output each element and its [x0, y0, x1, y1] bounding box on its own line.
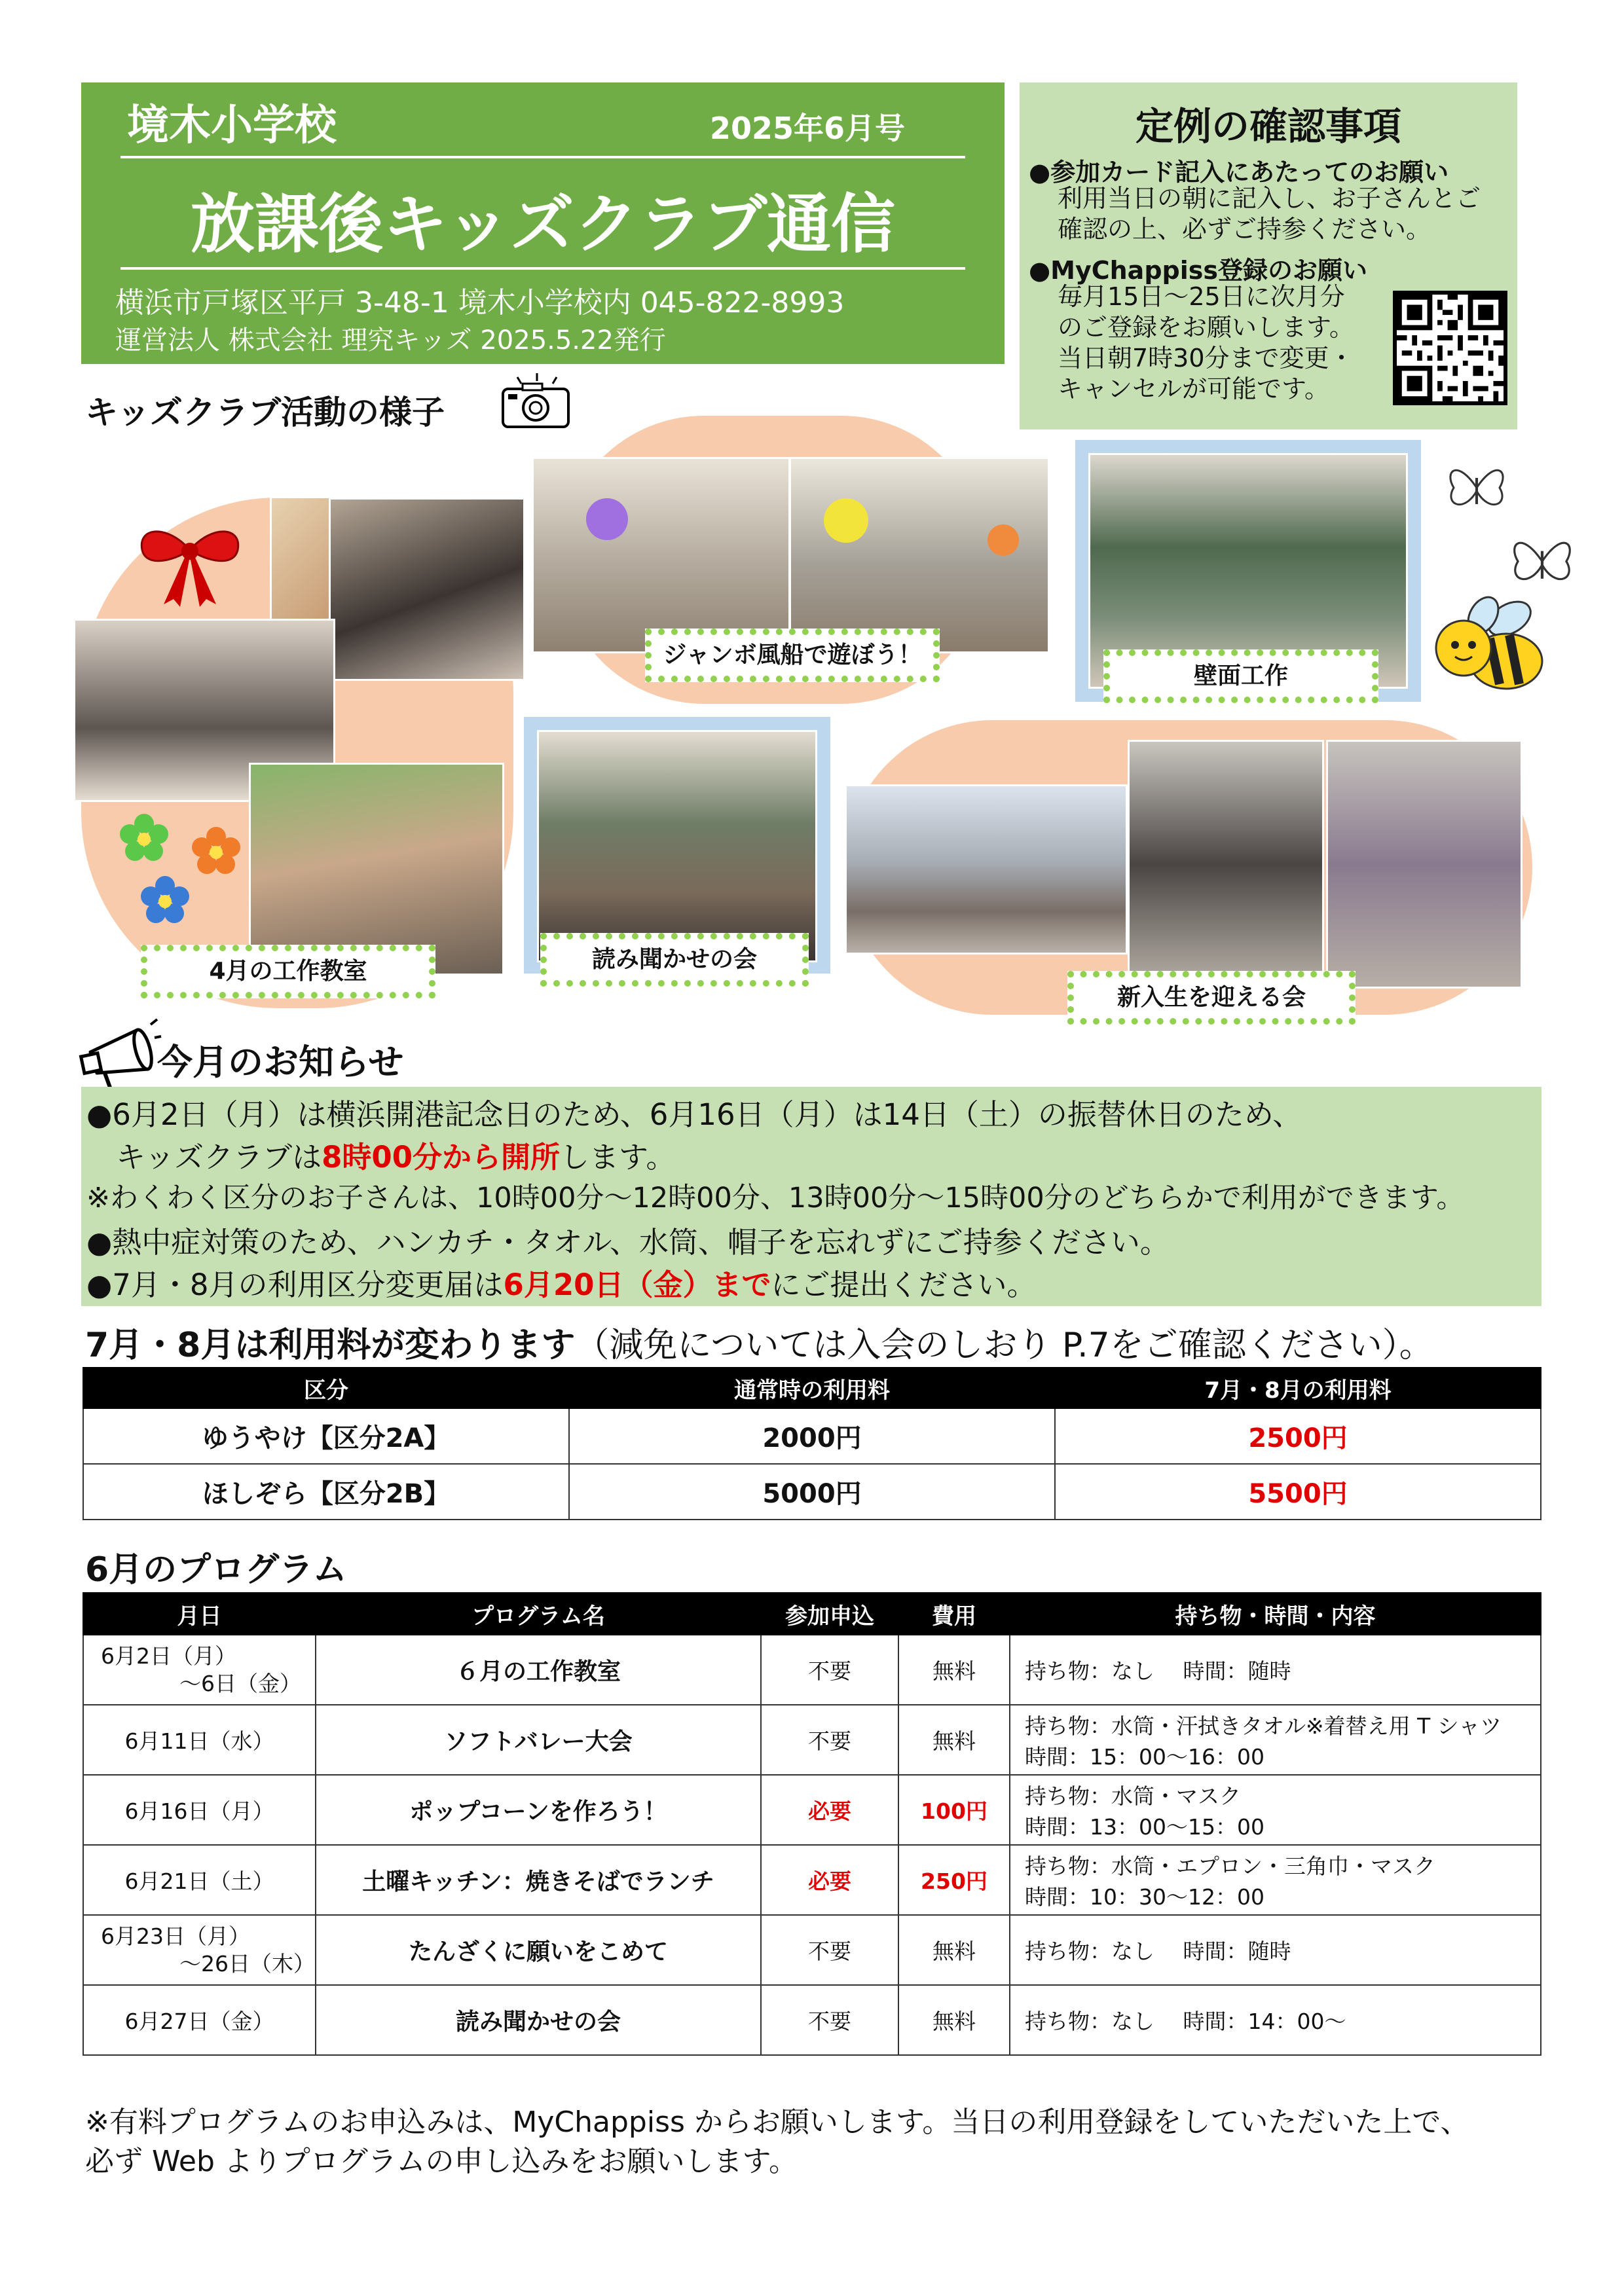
program-heading: 6月のプログラム — [85, 1550, 347, 1590]
caption-balloon: ジャンボ風船で遊ぼう！ — [645, 629, 940, 682]
fee-normal: 5000円 — [569, 1464, 1055, 1520]
program-header-apply: 参加申込 — [761, 1593, 898, 1635]
fee-header-category: 区分 — [83, 1368, 569, 1408]
fee-heading: 7月・8月は利用料が変わります（減免については入会のしおり P.7をご確認ください）。 — [85, 1326, 1433, 1365]
fee-table — [83, 1367, 1541, 1520]
footer-note: 必ず Web よりプログラムの申し込みをお願いします。 — [85, 2145, 798, 2178]
program-name: ソフトバレー大会 — [316, 1705, 761, 1775]
flower-icon — [139, 874, 191, 929]
caption-welcome: 新入生を迎える会 — [1067, 971, 1356, 1025]
flower-icon — [118, 812, 170, 867]
megaphone-icon — [77, 1018, 162, 1093]
program-header-fee: 費用 — [898, 1593, 1010, 1635]
ribbon-icon — [134, 520, 246, 611]
notice-item-heading: ●参加カード記入にあたってのお願い — [1029, 158, 1449, 187]
newsletter-header — [81, 82, 1005, 364]
news-highlight: 6月20日（金）まで — [503, 1267, 771, 1302]
program-fee: 250円 — [898, 1845, 1010, 1915]
welcome-photo-kids-2 — [1326, 740, 1522, 989]
news-line: ●熱中症対策のため、ハンカチ・タオル、水筒、帽子を忘れずにご持参ください。 — [86, 1225, 1170, 1260]
balloon-photo-gym-1 — [532, 457, 790, 653]
fee-summer: 5500円 — [1055, 1464, 1541, 1520]
craft-photo-girl — [329, 498, 525, 681]
program-apply: 不要 — [761, 1915, 898, 1985]
fee-header-summer: 7月・8月の利用料 — [1055, 1368, 1541, 1408]
notice-item-text: 当日朝7時30分まで変更・ — [1058, 344, 1354, 373]
program-name: 読み聞かせの会 — [316, 1985, 761, 2055]
news-line: ●7月・8月の利用区分変更届は6月20日（金）までにご提出ください。 — [86, 1267, 1037, 1302]
fee-summer: 2500円 — [1055, 1408, 1541, 1464]
program-name: ６月の工作教室 — [316, 1635, 761, 1705]
notice-item-text: のご登録をお願いします。 — [1058, 313, 1354, 342]
regular-notice-box — [1020, 82, 1517, 429]
fee-header-normal: 通常時の利用料 — [569, 1368, 1055, 1408]
camera-icon — [498, 372, 576, 433]
table-row — [83, 1775, 1541, 1845]
welcome-photo-group — [845, 784, 1128, 955]
program-detail: 持ち物：水筒・エプロン・三角巾・マスク 時間：10：30～12：00 — [1010, 1845, 1541, 1915]
newsletter-title: 放課後キッズクラブ通信 — [190, 187, 896, 262]
flower-icon — [190, 825, 242, 880]
fee-category: ゆうやけ【区分2A】 — [83, 1408, 569, 1464]
program-detail: 持ち物：なし 時間：随時 — [1010, 1635, 1541, 1705]
address: 横浜市戸塚区平戸 3-48-1 境木小学校内 045-822-8993 — [115, 286, 845, 319]
caption-wall: 壁面工作 — [1103, 649, 1378, 703]
program-fee: 無料 — [898, 1705, 1010, 1775]
news-line: キッズクラブは8時00分から開所します。 — [86, 1140, 676, 1175]
table-row — [83, 1705, 1541, 1775]
notice-title: 定例の確認事項 — [1135, 104, 1401, 149]
table-row — [83, 1985, 1541, 2055]
program-header-name: プログラム名 — [316, 1593, 761, 1635]
program-date: 6月23日（月） ～26日（木） — [83, 1915, 316, 1985]
program-detail: 持ち物：水筒・汗拭きタオル※着替え用 T シャツ 時間：15：00～16：00 — [1010, 1705, 1541, 1775]
program-table — [83, 1592, 1541, 2056]
caption-craft: 4月の工作教室 — [141, 945, 435, 998]
header-divider — [120, 156, 965, 158]
header-divider — [120, 267, 965, 270]
craft-photo-classroom — [249, 763, 504, 975]
bee-icon — [1428, 589, 1552, 703]
program-fee: 無料 — [898, 1985, 1010, 2055]
program-fee: 無料 — [898, 1635, 1010, 1705]
footer-note: ※有料プログラムのお申込みは、MyChappiss からお願いします。当日の利用登録をしていただいた上で、 — [85, 2105, 1469, 2139]
program-apply: 必要 — [761, 1775, 898, 1845]
table-row — [83, 1915, 1541, 1985]
program-name: たんざくに願いをこめて — [316, 1915, 761, 1985]
fee-category: ほしぞら【区分2B】 — [83, 1464, 569, 1520]
notice-item-text: キャンセルが可能です。 — [1058, 374, 1329, 403]
news-highlight: 8時00分から開所 — [322, 1140, 561, 1175]
table-row — [83, 1408, 1541, 1464]
fee-header-row — [83, 1368, 1541, 1408]
notice-item-heading: ●MyChappiss登録のお願い — [1029, 256, 1367, 285]
program-date: 6月27日（金） — [83, 1985, 316, 2055]
notice-item-text: 利用当日の朝に記入し、お子さんとご — [1058, 184, 1481, 213]
school-name: 境木小学校 — [127, 101, 337, 150]
butterfly-icon — [1444, 458, 1509, 520]
program-header-detail: 持ち物・時間・内容 — [1010, 1593, 1541, 1635]
program-apply: 不要 — [761, 1705, 898, 1775]
program-date: 6月21日（土） — [83, 1845, 316, 1915]
table-row — [83, 1464, 1541, 1520]
program-date: 6月11日（水） — [83, 1705, 316, 1775]
notice-item-text: 確認の上、必ずご持参ください。 — [1058, 215, 1431, 244]
publisher: 運営法人 株式会社 理究キッズ 2025.5.22発行 — [115, 325, 666, 355]
program-apply: 必要 — [761, 1845, 898, 1915]
program-detail: 持ち物：なし 時間：随時 — [1010, 1915, 1541, 1985]
program-apply: 不要 — [761, 1985, 898, 2055]
table-row — [83, 1635, 1541, 1705]
news-box — [81, 1087, 1541, 1306]
fee-normal: 2000円 — [569, 1408, 1055, 1464]
program-date: 6月16日（月） — [83, 1775, 316, 1845]
program-detail: 持ち物：水筒・マスク 時間：13：00～15：00 — [1010, 1775, 1541, 1845]
notice-item-text: 毎月15日～25日に次月分 — [1058, 282, 1345, 311]
program-header-date: 月日 — [83, 1593, 316, 1635]
program-apply: 不要 — [761, 1635, 898, 1705]
issue-date: 2025年6月号 — [710, 111, 906, 146]
balloon-photo-gym-2 — [789, 457, 1050, 653]
reading-photo — [537, 730, 817, 962]
news-line: ※わくわく区分のお子さんは、10時00分～12時00分、13時00分～15時00分のどちらかで利用ができます。 — [86, 1182, 1465, 1214]
news-heading: 今月のお知らせ — [157, 1042, 404, 1083]
program-header-row — [83, 1593, 1541, 1635]
table-row — [83, 1845, 1541, 1915]
program-name: ポップコーンを作ろう！ — [316, 1775, 761, 1845]
program-fee: 100円 — [898, 1775, 1010, 1845]
program-name: 土曜キッチン：焼きそばでランチ — [316, 1845, 761, 1915]
welcome-photo-kids-1 — [1128, 740, 1324, 989]
caption-reading: 読み聞かせの会 — [540, 933, 809, 987]
news-line: ●6月2日（月）は横浜開港記念日のため、6月16日（月）は14日（土）の振替休日のため、 — [86, 1097, 1302, 1132]
program-fee: 無料 — [898, 1915, 1010, 1985]
butterfly-icon — [1506, 530, 1578, 595]
program-detail: 持ち物：なし 時間：14：00～ — [1010, 1985, 1541, 2055]
activity-heading: キッズクラブ活動の様子 — [85, 393, 445, 431]
program-date: 6月2日（月） ～6日（金） — [83, 1635, 316, 1705]
qr-code[interactable] — [1393, 291, 1507, 405]
